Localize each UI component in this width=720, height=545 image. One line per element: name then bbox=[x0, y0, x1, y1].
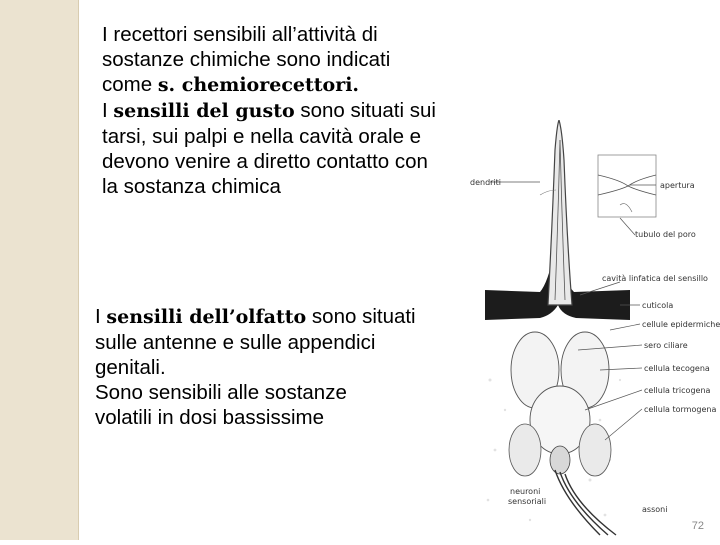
text-line: I recettori sensibili all’attività di bbox=[102, 23, 378, 46]
text-line: sulle antenne e sulle appendici bbox=[95, 331, 376, 354]
sensillum-illustration bbox=[470, 120, 720, 540]
label-neuroni: neuroni bbox=[510, 487, 541, 496]
text-fragment: I bbox=[95, 305, 107, 328]
text-fragment: sono situati sui bbox=[294, 99, 436, 122]
label-cavita: cavità linfatica del sensillo bbox=[602, 274, 708, 283]
text-fragment: sono situati bbox=[306, 305, 416, 328]
text-line bbox=[102, 98, 436, 124]
label-tricogena: cellula tricogena bbox=[644, 386, 711, 395]
side-divider bbox=[78, 0, 79, 540]
label-cuticola: cuticola bbox=[642, 301, 674, 310]
text-line: sostanze chimiche sono indicati bbox=[102, 48, 391, 71]
text-line: genitali. bbox=[95, 356, 166, 379]
text-line: la sostanza chimica bbox=[102, 175, 281, 198]
side-band bbox=[0, 0, 78, 540]
label-sero: sero ciliare bbox=[644, 341, 688, 350]
label-tormogena: cellula tormogena bbox=[644, 405, 717, 414]
text-line bbox=[95, 304, 416, 330]
sensillum-drawing bbox=[470, 120, 720, 540]
label-apertura: apertura bbox=[660, 181, 695, 190]
label-epidermiche: cellule epidermiche bbox=[642, 320, 720, 329]
text-line: devono venire a diretto contatto con bbox=[102, 150, 428, 173]
bold-term: sensilli dell’olfatto bbox=[106, 306, 307, 328]
label-tecogena: cellula tecogena bbox=[644, 364, 710, 373]
bold-term: sensilli del gusto bbox=[113, 100, 295, 122]
chemoreceptor-text bbox=[102, 22, 436, 199]
bold-term: s. chemiorecettori. bbox=[157, 74, 360, 96]
label-sensoriali: sensoriali bbox=[508, 497, 547, 506]
text-fragment: come bbox=[102, 73, 158, 96]
text-line: tarsi, sui palpi e nella cavità orale e bbox=[102, 125, 422, 148]
text-line bbox=[102, 72, 436, 98]
text-fragment: I bbox=[102, 99, 114, 122]
page-number: 72 bbox=[691, 520, 704, 532]
label-dendriti: dendriti bbox=[470, 178, 502, 187]
olfactory-text bbox=[95, 304, 416, 430]
text-line: volatili in dosi bassissime bbox=[95, 406, 325, 429]
label-assoni: assoni bbox=[642, 505, 668, 514]
text-line: Sono sensibili alle sostanze bbox=[95, 381, 347, 404]
label-tubulo: tubulo del poro bbox=[635, 230, 696, 239]
